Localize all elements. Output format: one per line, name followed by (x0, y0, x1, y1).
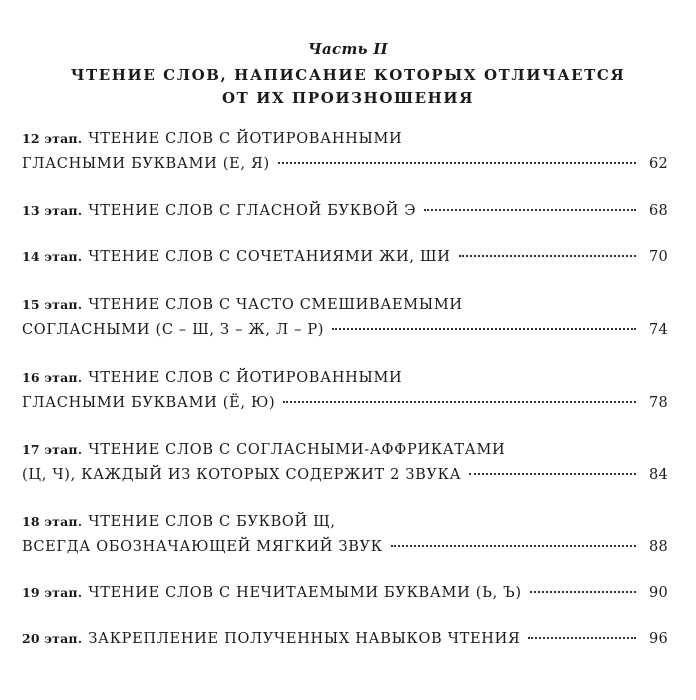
stage-number: 16 этап. (22, 370, 83, 385)
entry-title-line: ВСЕГДА ОБОЗНАЧАЮЩЕЙ МЯГКИЙ ЗВУК (22, 539, 383, 555)
stage-number: 18 этап. (22, 514, 83, 529)
page-number: 96 (648, 631, 668, 647)
page-number: 78 (648, 395, 668, 411)
stage-number: 20 этап. (22, 631, 83, 646)
toc-entry-12[interactable] (22, 126, 668, 177)
toc-entry-20[interactable] (22, 626, 668, 652)
toc-entry-16[interactable] (22, 365, 668, 416)
page-number: 62 (648, 156, 668, 172)
entry-title-line: ЧТЕНИЕ СЛОВ С ЙОТИРОВАННЫМИ (88, 370, 403, 386)
page-number: 74 (648, 322, 668, 338)
toc-entry-14[interactable] (22, 244, 668, 270)
entry-title-line: ЧТЕНИЕ СЛОВ С ЙОТИРОВАННЫМИ (88, 131, 403, 147)
entry-title-line: ЧТЕНИЕ СЛОВ С НЕЧИТАЕМЫМИ БУКВАМИ (Ь, Ъ) (88, 585, 522, 601)
page-number: 88 (648, 539, 668, 555)
entry-title-line: ГЛАСНЫМИ БУКВАМИ (Ё, Ю) (22, 395, 276, 411)
dot-leader (530, 591, 636, 593)
dot-leader (424, 209, 636, 211)
table-of-contents (22, 126, 668, 652)
dot-leader (469, 473, 636, 475)
section-title (60, 64, 636, 110)
part-title: Часть II (308, 40, 388, 58)
stage-number: 13 этап. (22, 203, 83, 218)
dot-leader (391, 545, 636, 547)
page-number: 84 (648, 467, 668, 483)
section-title-line: ОТ ИХ ПРОИЗНОШЕНИЯ (221, 89, 475, 107)
page-number: 90 (648, 585, 668, 601)
entry-title-line: ЧТЕНИЕ СЛОВ С ГЛАСНОЙ БУКВОЙ Э (88, 203, 417, 219)
dot-leader (332, 328, 636, 330)
stage-number: 15 этап. (22, 297, 83, 312)
toc-entry-17[interactable] (22, 437, 668, 488)
section-title-line: ЧТЕНИЕ СЛОВ, НАПИСАНИЕ КОТОРЫХ ОТЛИЧАЕТСЯ (70, 66, 626, 84)
entry-title-line: ГЛАСНЫМИ БУКВАМИ (Е, Я) (22, 156, 270, 172)
stage-number: 12 этап. (22, 131, 83, 146)
entry-title-line: СОГЛАСНЫМИ (С – Ш, З – Ж, Л – Р) (22, 322, 325, 338)
page-number: 68 (648, 203, 668, 219)
dot-leader (278, 162, 636, 164)
toc-entry-18[interactable] (22, 509, 668, 560)
entry-title-line: ЧТЕНИЕ СЛОВ С СОЧЕТАНИЯМИ ЖИ, ШИ (88, 249, 451, 265)
dot-leader (283, 401, 636, 403)
dot-leader (528, 637, 636, 639)
toc-entry-19[interactable] (22, 580, 668, 606)
page-number: 70 (648, 249, 668, 265)
dot-leader (459, 255, 636, 257)
stage-number: 14 этап. (22, 249, 83, 264)
entry-title-line: ЧТЕНИЕ СЛОВ С ЧАСТО СМЕШИВАЕМЫМИ (88, 297, 463, 313)
entry-title-line: ЗАКРЕПЛЕНИЕ ПОЛУЧЕННЫХ НАВЫКОВ ЧТЕНИЯ (88, 631, 521, 647)
entry-title-line: ЧТЕНИЕ СЛОВ С СОГЛАСНЫМИ-АФФРИКАТАМИ (88, 442, 506, 458)
stage-number: 19 этап. (22, 585, 83, 600)
entry-title-line: ЧТЕНИЕ СЛОВ С БУКВОЙ Щ, (88, 514, 336, 530)
entry-title-line: (Ц, Ч), КАЖДЫЙ ИЗ КОТОРЫХ СОДЕРЖИТ 2 ЗВУКА (22, 467, 462, 483)
toc-entry-13[interactable] (22, 198, 668, 224)
toc-entry-15[interactable] (22, 292, 668, 343)
stage-number: 17 этап. (22, 442, 83, 457)
